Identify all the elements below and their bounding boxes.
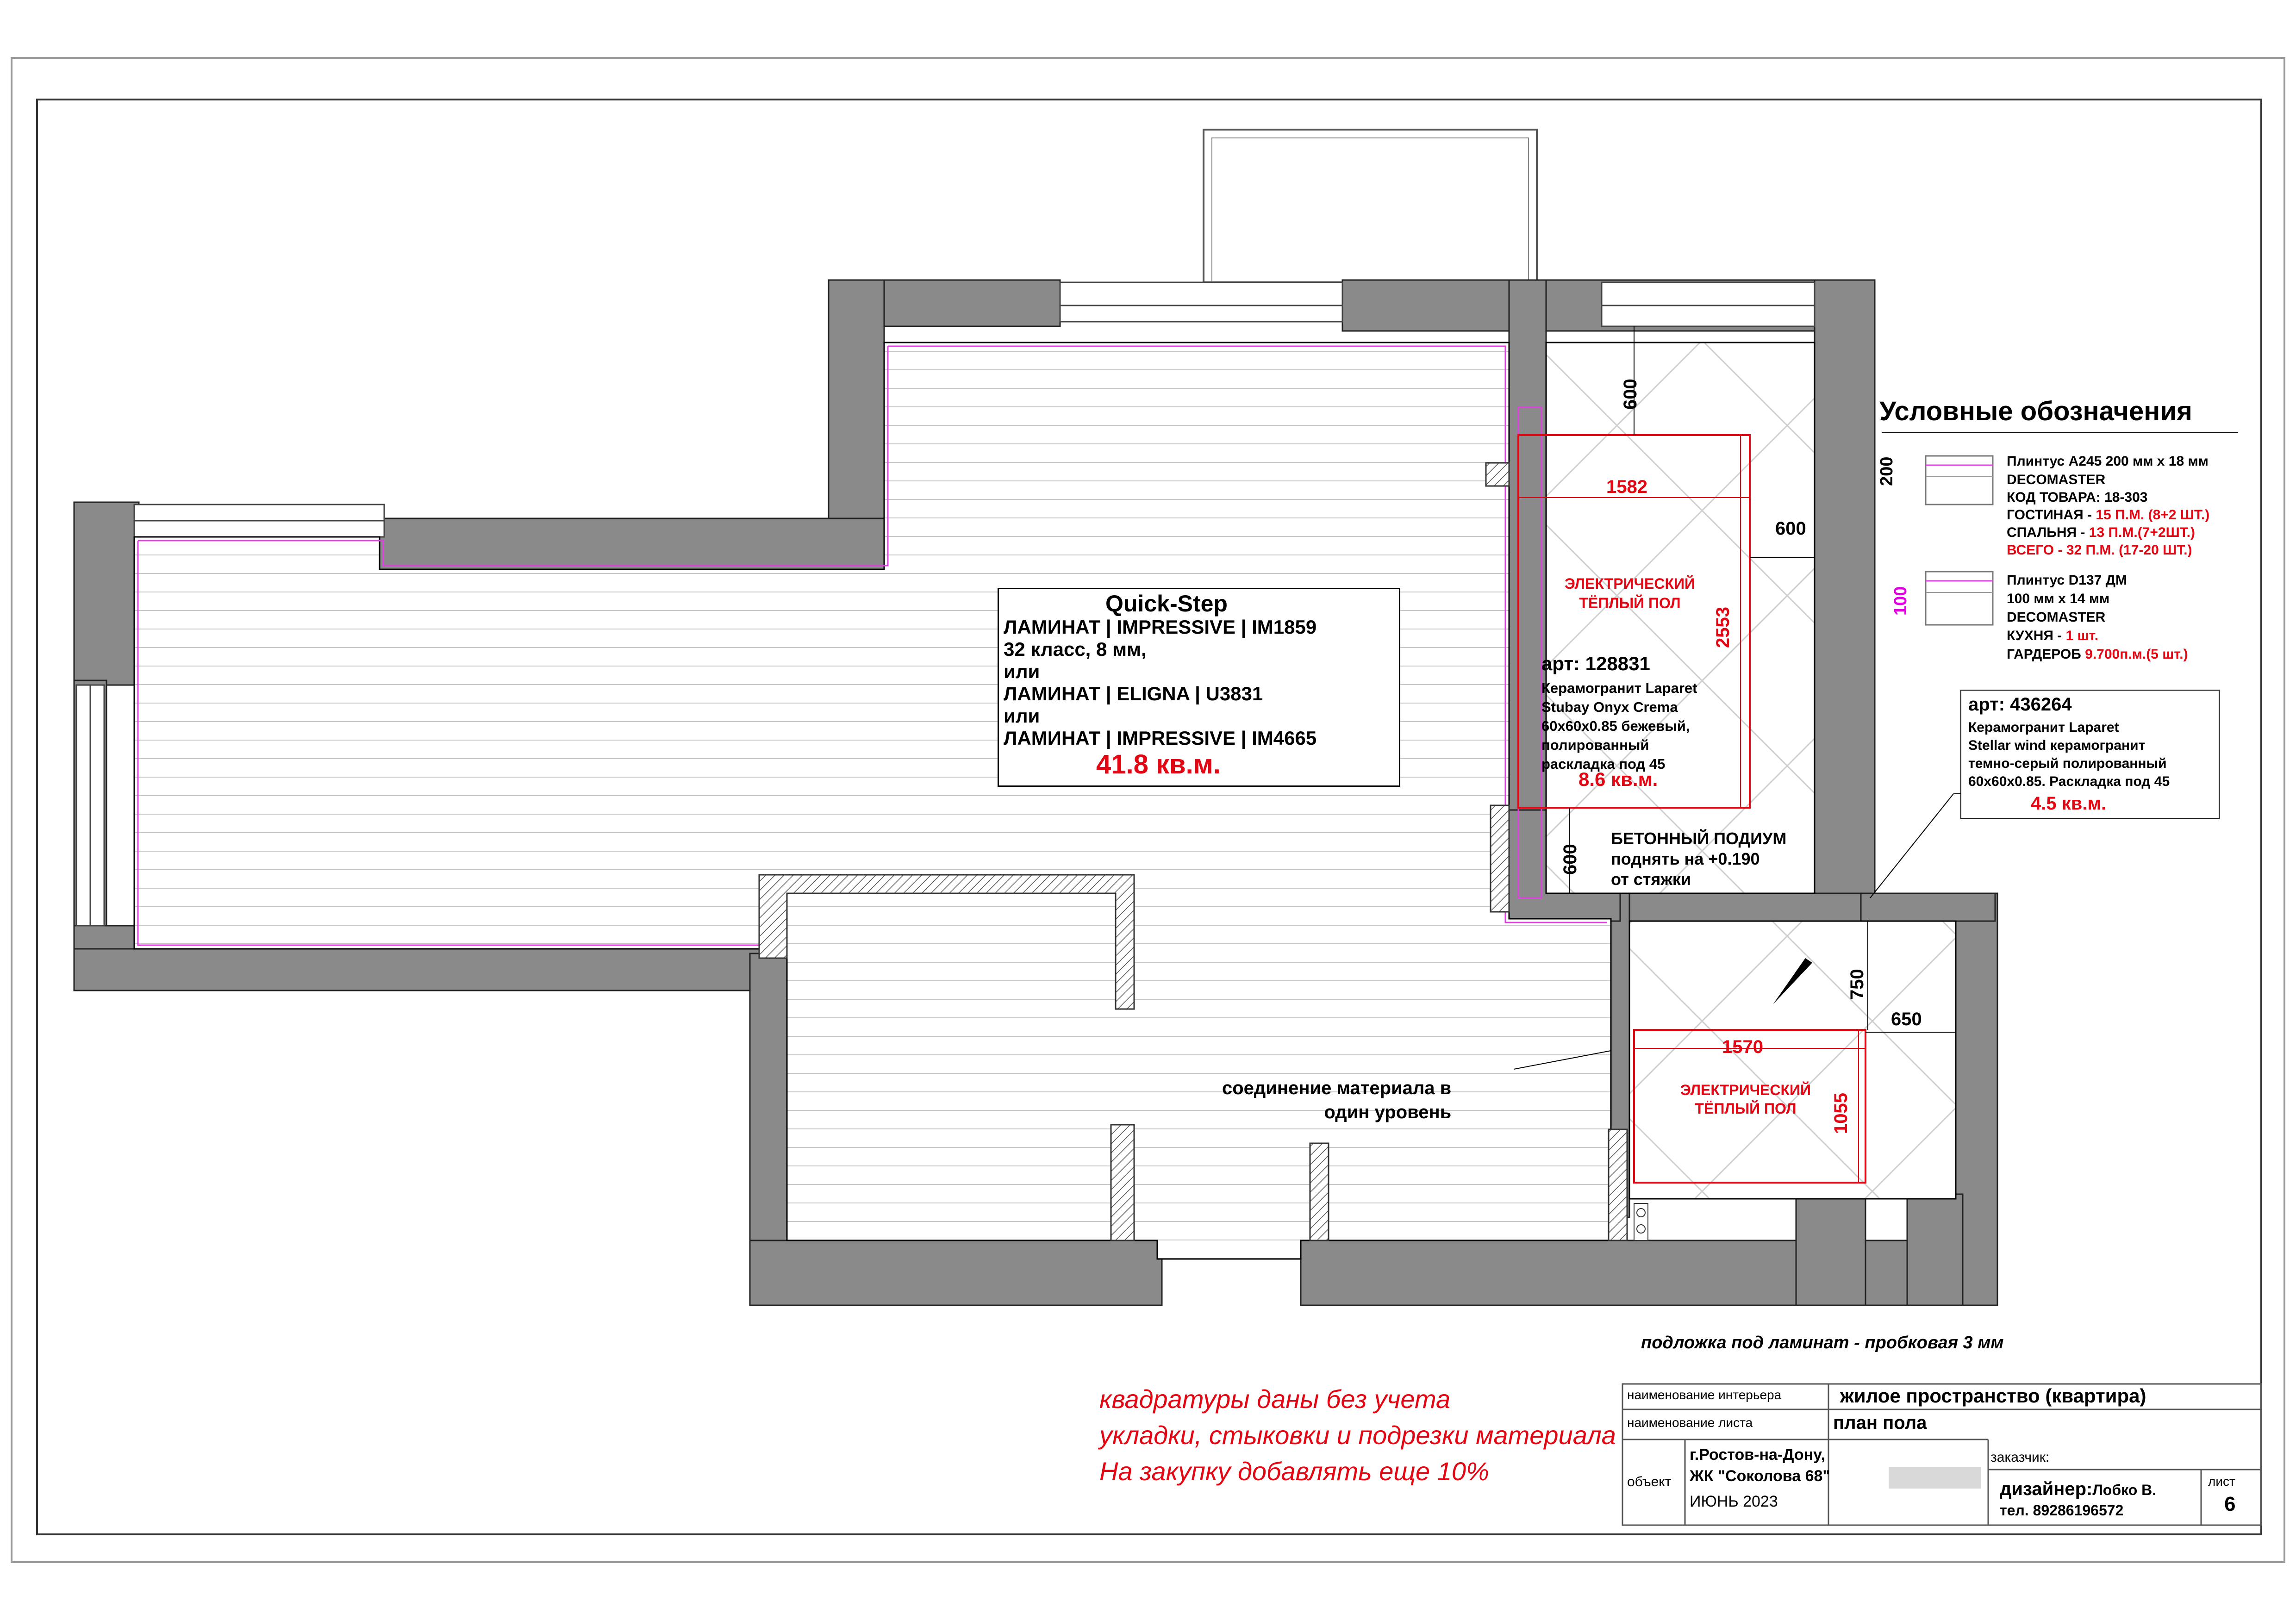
legend-item1-line1: Плинтус А245 200 мм х 18 мм [2007, 454, 2209, 469]
laminate-note [998, 588, 1400, 787]
laminate-brand: Quick-Step [1105, 591, 1228, 617]
bathroom1-tile [1546, 343, 1815, 893]
bathroom2-dim-right: 650 [1891, 1009, 1922, 1029]
bathroom1-dim-width: 1582 [1606, 477, 1647, 497]
bathroom2-callout [1960, 690, 2220, 819]
bathroom1-heated-floor: ЭЛЕКТРИЧЕСКИЙ ТЁПЛЫЙ ПОЛ [1565, 575, 1696, 611]
laminate-line1: ЛАМИНАТ | IMPRESSIVE | IM1859 [1004, 616, 1317, 638]
legend-item1-height: 200 [1877, 456, 1897, 486]
laminate-area: 41.8 кв.м. [1096, 749, 1221, 779]
tb-object-label: объект [1627, 1474, 1672, 1489]
legend-item2-height: 100 [1891, 586, 1910, 616]
legend-item1-living: ГОСТИНАЯ - 15 П.М. (8+2 ШТ.) [2007, 507, 2210, 523]
podium-note: БЕТОННЫЙ ПОДИУМ поднять на +0.190 от стяжки [1611, 829, 1787, 889]
laminate-line3: или [1004, 660, 1040, 682]
tb-sheet-name-label: наименование листа [1627, 1415, 1753, 1430]
tb-object-value: г.Ростов-на-Дону, ЖК "Соколова 68" [1690, 1446, 1830, 1485]
bathroom2-dim-height: 1055 [1831, 1093, 1851, 1134]
junction-note: соединение материала в один уровень [1222, 1078, 1452, 1122]
bathroom1-dim-right: 600 [1775, 518, 1806, 539]
legend-item2-kitchen: КУХНЯ - 1 шт. [2007, 628, 2099, 643]
disclaimer-line1: квадратуры даны без учета [1099, 1384, 1451, 1414]
laminate-line2: 32 класс, 8 мм, [1004, 638, 1147, 660]
bathroom1-desc: Керамогранит Laparet Stubay Onyx Crema 60х60х0.85 бежевый, полированный раскладка под 45 [1541, 680, 1697, 772]
bathroom2-dim-top: 750 [1847, 969, 1867, 1000]
tb-designer: дизайнер:Лобко В. [2000, 1479, 2157, 1499]
tb-date: ИЮНЬ 2023 [1690, 1493, 1778, 1510]
tb-phone: тел. 89286196572 [2000, 1502, 2124, 1519]
bathroom1-art: арт: 128831 [1541, 653, 1650, 674]
bathroom1-dim-bottom: 600 [1560, 844, 1580, 875]
legend-item2-line3: DECOMASTER [2007, 610, 2106, 625]
bathroom2-dim-width: 1570 [1722, 1037, 1763, 1057]
tb-sheet-label: лист [2208, 1474, 2235, 1489]
tb-interior-value: жилое пространство (квартира) [1840, 1385, 2146, 1407]
tb-sheet-number: 6 [2224, 1493, 2236, 1515]
laminate-line4: ЛАМИНАТ | ELIGNA | U3831 [1004, 683, 1263, 704]
legend-baseboard-200 [1926, 456, 1993, 505]
tb-sheet-name-value: план пола [1833, 1413, 1927, 1433]
legend-item1-line3: КОД ТОВАРА: 18-303 [2007, 490, 2148, 505]
laminate-line5: или [1004, 705, 1040, 727]
legend-item2-line2: 100 мм х 14 мм [2007, 591, 2110, 606]
disclaimer-line3: На закупку добавлять еще 10% [1099, 1457, 1489, 1486]
balcony [1204, 130, 1537, 282]
bathroom2-heated-floor: ЭЛЕКТРИЧЕСКИЙ ТЁПЛЫЙ ПОЛ [1680, 1082, 1811, 1117]
blurred-contact [1889, 1467, 1981, 1489]
tb-interior-label: наименование интерьера [1627, 1388, 1782, 1402]
bathroom2-desc: Керамогранит Laparet Stellar wind керамогранит темно-серый полированный 60х60х0.85. Раскладка под 45 [1968, 720, 2170, 789]
legend-item1-total: ВСЕГО - 32 П.М. (17-20 ШТ.) [2007, 542, 2192, 558]
underlay-note: подложка под ламинат - пробковая 3 мм [1641, 1333, 2004, 1352]
legend-baseboard-100 [1926, 572, 1993, 625]
legend-item1-bedroom: СПАЛЬНЯ - 13 П.М.(7+2ШТ.) [2007, 525, 2195, 540]
disclaimer-line2: укладки, стыковки и подрезки материала [1099, 1421, 1616, 1450]
legend-item1-line2: DECOMASTER [2007, 472, 2106, 487]
legend-title: Условные обозначения [1879, 396, 2192, 426]
bathroom2-area: 4.5 кв.м. [2031, 793, 2107, 814]
bathroom2-art: арт: 436264 [1968, 694, 2072, 715]
bathroom1-dim-height: 2553 [1713, 607, 1733, 648]
legend-item2-line1: Плинтус D137 ДМ [2007, 573, 2127, 588]
laminate-line6: ЛАМИНАТ | IMPRESSIVE | IM4665 [1004, 727, 1317, 749]
bathroom2-tile [1629, 921, 1956, 1199]
tb-customer-label: заказчик: [1990, 1450, 2050, 1465]
bathroom1-area: 8.6 кв.м. [1578, 768, 1658, 790]
bathroom1-dim-top: 600 [1620, 379, 1641, 410]
legend-item2-wardrobe: ГАРДЕРОБ 9.700п.м.(5 шт.) [2007, 647, 2188, 662]
